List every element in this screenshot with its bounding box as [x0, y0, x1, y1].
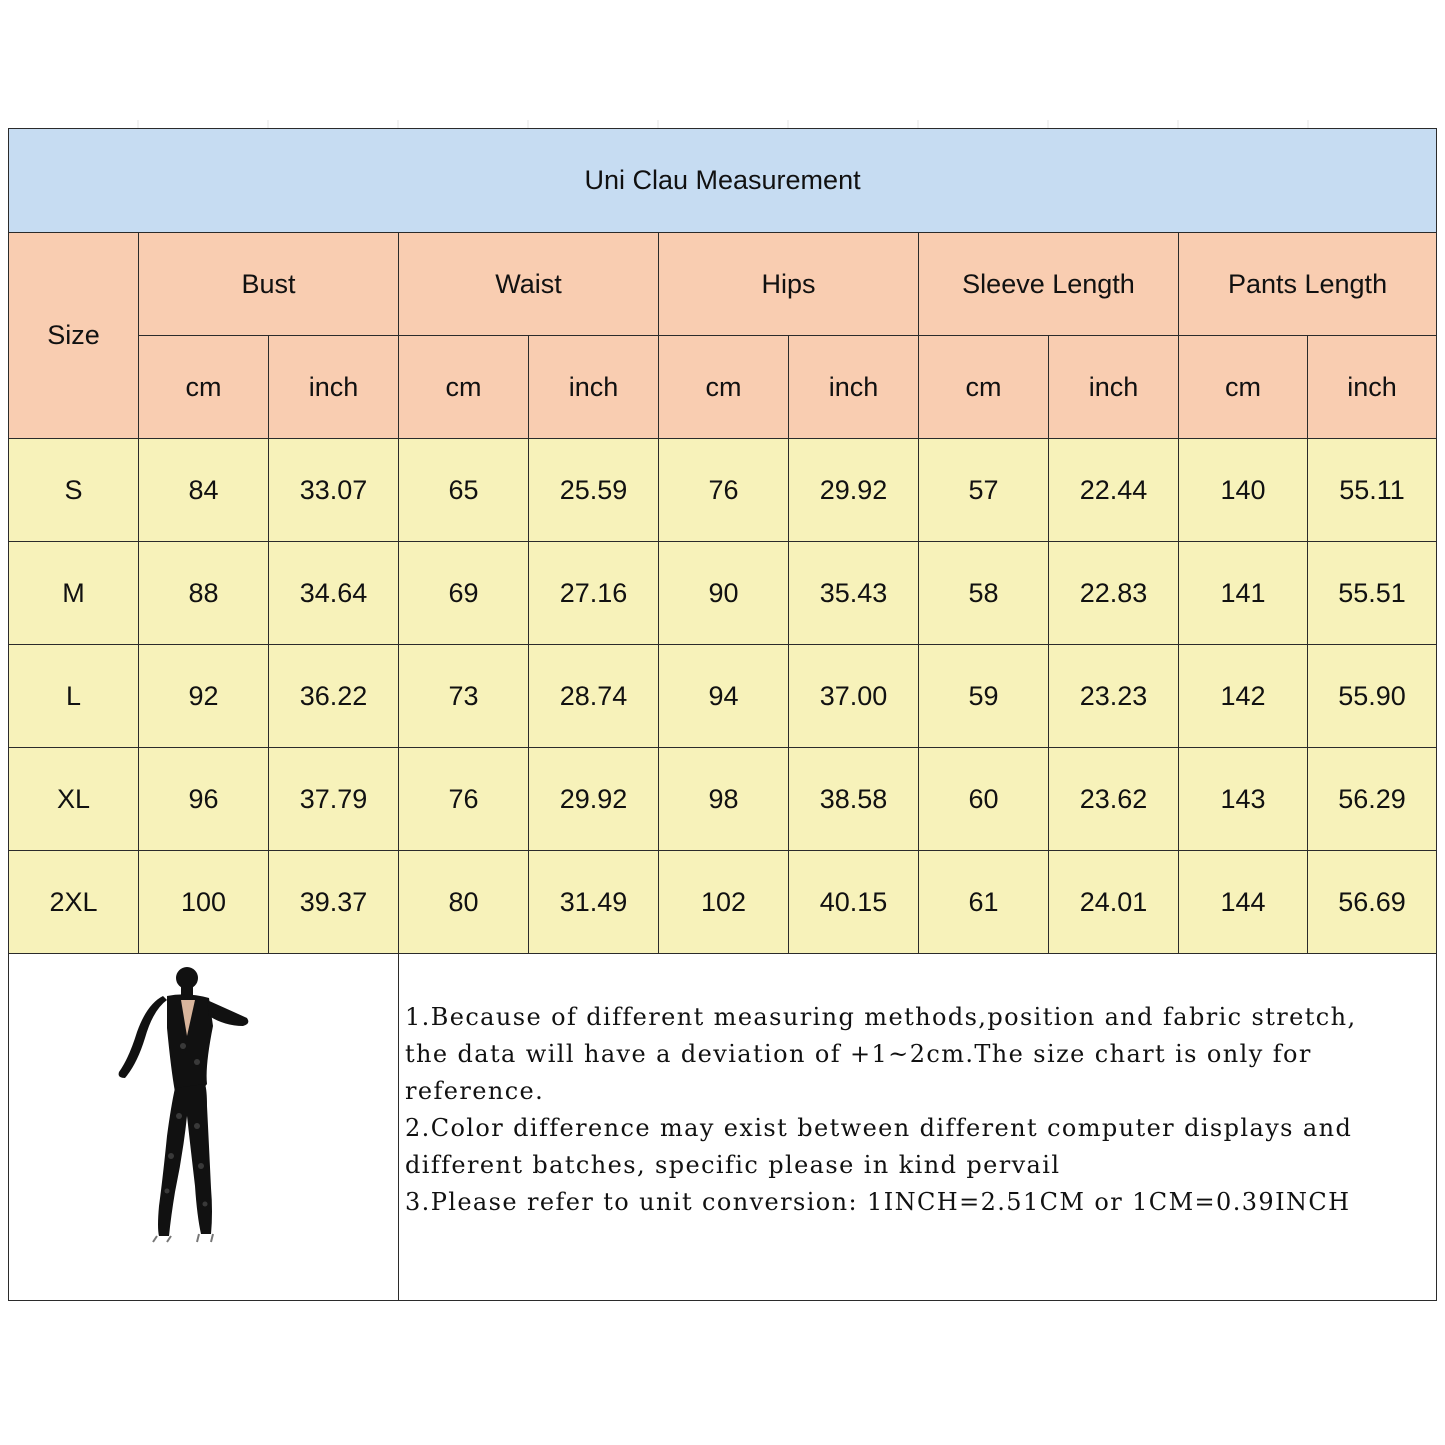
table-cell: 88 — [139, 542, 269, 645]
table-cell: 84 — [139, 439, 269, 542]
table-cell: 34.64 — [269, 542, 399, 645]
table-cell: 76 — [399, 748, 529, 851]
table-row — [9, 645, 1437, 748]
group-header-waist: Waist — [399, 233, 659, 336]
table-cell: 80 — [399, 851, 529, 954]
note-line: 3.Please refer to unit conversion: 1INCH=2.51CM or 1CM=0.39INCH — [405, 1188, 1351, 1216]
size-cell: S — [9, 439, 139, 542]
table-row — [9, 542, 1437, 645]
table-cell: 102 — [659, 851, 789, 954]
table-cell: 31.49 — [529, 851, 659, 954]
table-row — [9, 851, 1437, 954]
table-cell: 25.59 — [529, 439, 659, 542]
size-header: Size — [9, 233, 139, 439]
group-header-hips: Hips — [659, 233, 919, 336]
table-cell: 33.07 — [269, 439, 399, 542]
group-header-sleeve-length: Sleeve Length — [919, 233, 1179, 336]
size-cell: XL — [9, 748, 139, 851]
table-cell: 55.90 — [1308, 645, 1437, 748]
table-cell: 24.01 — [1049, 851, 1179, 954]
table-cell: 142 — [1179, 645, 1308, 748]
table-cell: 35.43 — [789, 542, 919, 645]
table-cell: 100 — [139, 851, 269, 954]
size-chart-table — [8, 128, 1437, 1301]
table-cell: 140 — [1179, 439, 1308, 542]
table-cell: 90 — [659, 542, 789, 645]
table-cell: 141 — [1179, 542, 1308, 645]
table-cell: 55.11 — [1308, 439, 1437, 542]
table-cell: 76 — [659, 439, 789, 542]
unit-header-inch: inch — [529, 336, 659, 439]
table-cell: 94 — [659, 645, 789, 748]
table-cell: 29.92 — [529, 748, 659, 851]
table-cell: 143 — [1179, 748, 1308, 851]
table-cell: 92 — [139, 645, 269, 748]
note-line: different batches, specific please in kind pervail — [405, 1151, 1061, 1179]
table-cell: 98 — [659, 748, 789, 851]
table-cell: 56.69 — [1308, 851, 1437, 954]
table-cell: 57 — [919, 439, 1049, 542]
table-cell: 36.22 — [269, 645, 399, 748]
table-cell: 40.15 — [789, 851, 919, 954]
table-cell: 58 — [919, 542, 1049, 645]
size-chart-sheet — [8, 128, 1436, 1264]
group-header-bust: Bust — [139, 233, 399, 336]
unit-header-cm: cm — [1179, 336, 1308, 439]
table-cell: 38.58 — [789, 748, 919, 851]
table-cell: 55.51 — [1308, 542, 1437, 645]
unit-header-cm: cm — [139, 336, 269, 439]
table-cell: 39.37 — [269, 851, 399, 954]
table-cell: 37.79 — [269, 748, 399, 851]
group-header-pants-length: Pants Length — [1179, 233, 1437, 336]
table-cell: 96 — [139, 748, 269, 851]
table-cell: 23.62 — [1049, 748, 1179, 851]
table-cell: 37.00 — [789, 645, 919, 748]
table-cell: 65 — [399, 439, 529, 542]
table-cell: 59 — [919, 645, 1049, 748]
size-cell: M — [9, 542, 139, 645]
size-notes — [399, 954, 1437, 1301]
table-cell: 27.16 — [529, 542, 659, 645]
unit-header-inch: inch — [789, 336, 919, 439]
table-cell: 23.23 — [1049, 645, 1179, 748]
note-line: 1.Because of different measuring methods,position and fabric stretch, — [405, 1003, 1357, 1031]
table-cell: 56.29 — [1308, 748, 1437, 851]
table-cell: 60 — [919, 748, 1049, 851]
table-cell: 144 — [1179, 851, 1308, 954]
size-cell: L — [9, 645, 139, 748]
size-cell: 2XL — [9, 851, 139, 954]
table-title: Uni Clau Measurement — [9, 129, 1437, 233]
note-line: reference. — [405, 1077, 545, 1105]
unit-header-cm: cm — [399, 336, 529, 439]
table-cell: 22.83 — [1049, 542, 1179, 645]
unit-header-cm: cm — [919, 336, 1049, 439]
unit-header-inch: inch — [1308, 336, 1437, 439]
product-photo-cell — [9, 954, 399, 1301]
table-row — [9, 748, 1437, 851]
product-model-image — [101, 966, 271, 1244]
table-cell: 29.92 — [789, 439, 919, 542]
unit-header-inch: inch — [269, 336, 399, 439]
table-cell: 28.74 — [529, 645, 659, 748]
note-line: 2.Color difference may exist between different computer displays and — [405, 1114, 1353, 1142]
unit-header-inch: inch — [1049, 336, 1179, 439]
table-cell: 61 — [919, 851, 1049, 954]
unit-header-cm: cm — [659, 336, 789, 439]
note-line: the data will have a deviation of +1~2cm.The size chart is only for — [405, 1040, 1312, 1068]
table-cell: 22.44 — [1049, 439, 1179, 542]
table-cell: 73 — [399, 645, 529, 748]
table-row — [9, 439, 1437, 542]
table-cell: 69 — [399, 542, 529, 645]
